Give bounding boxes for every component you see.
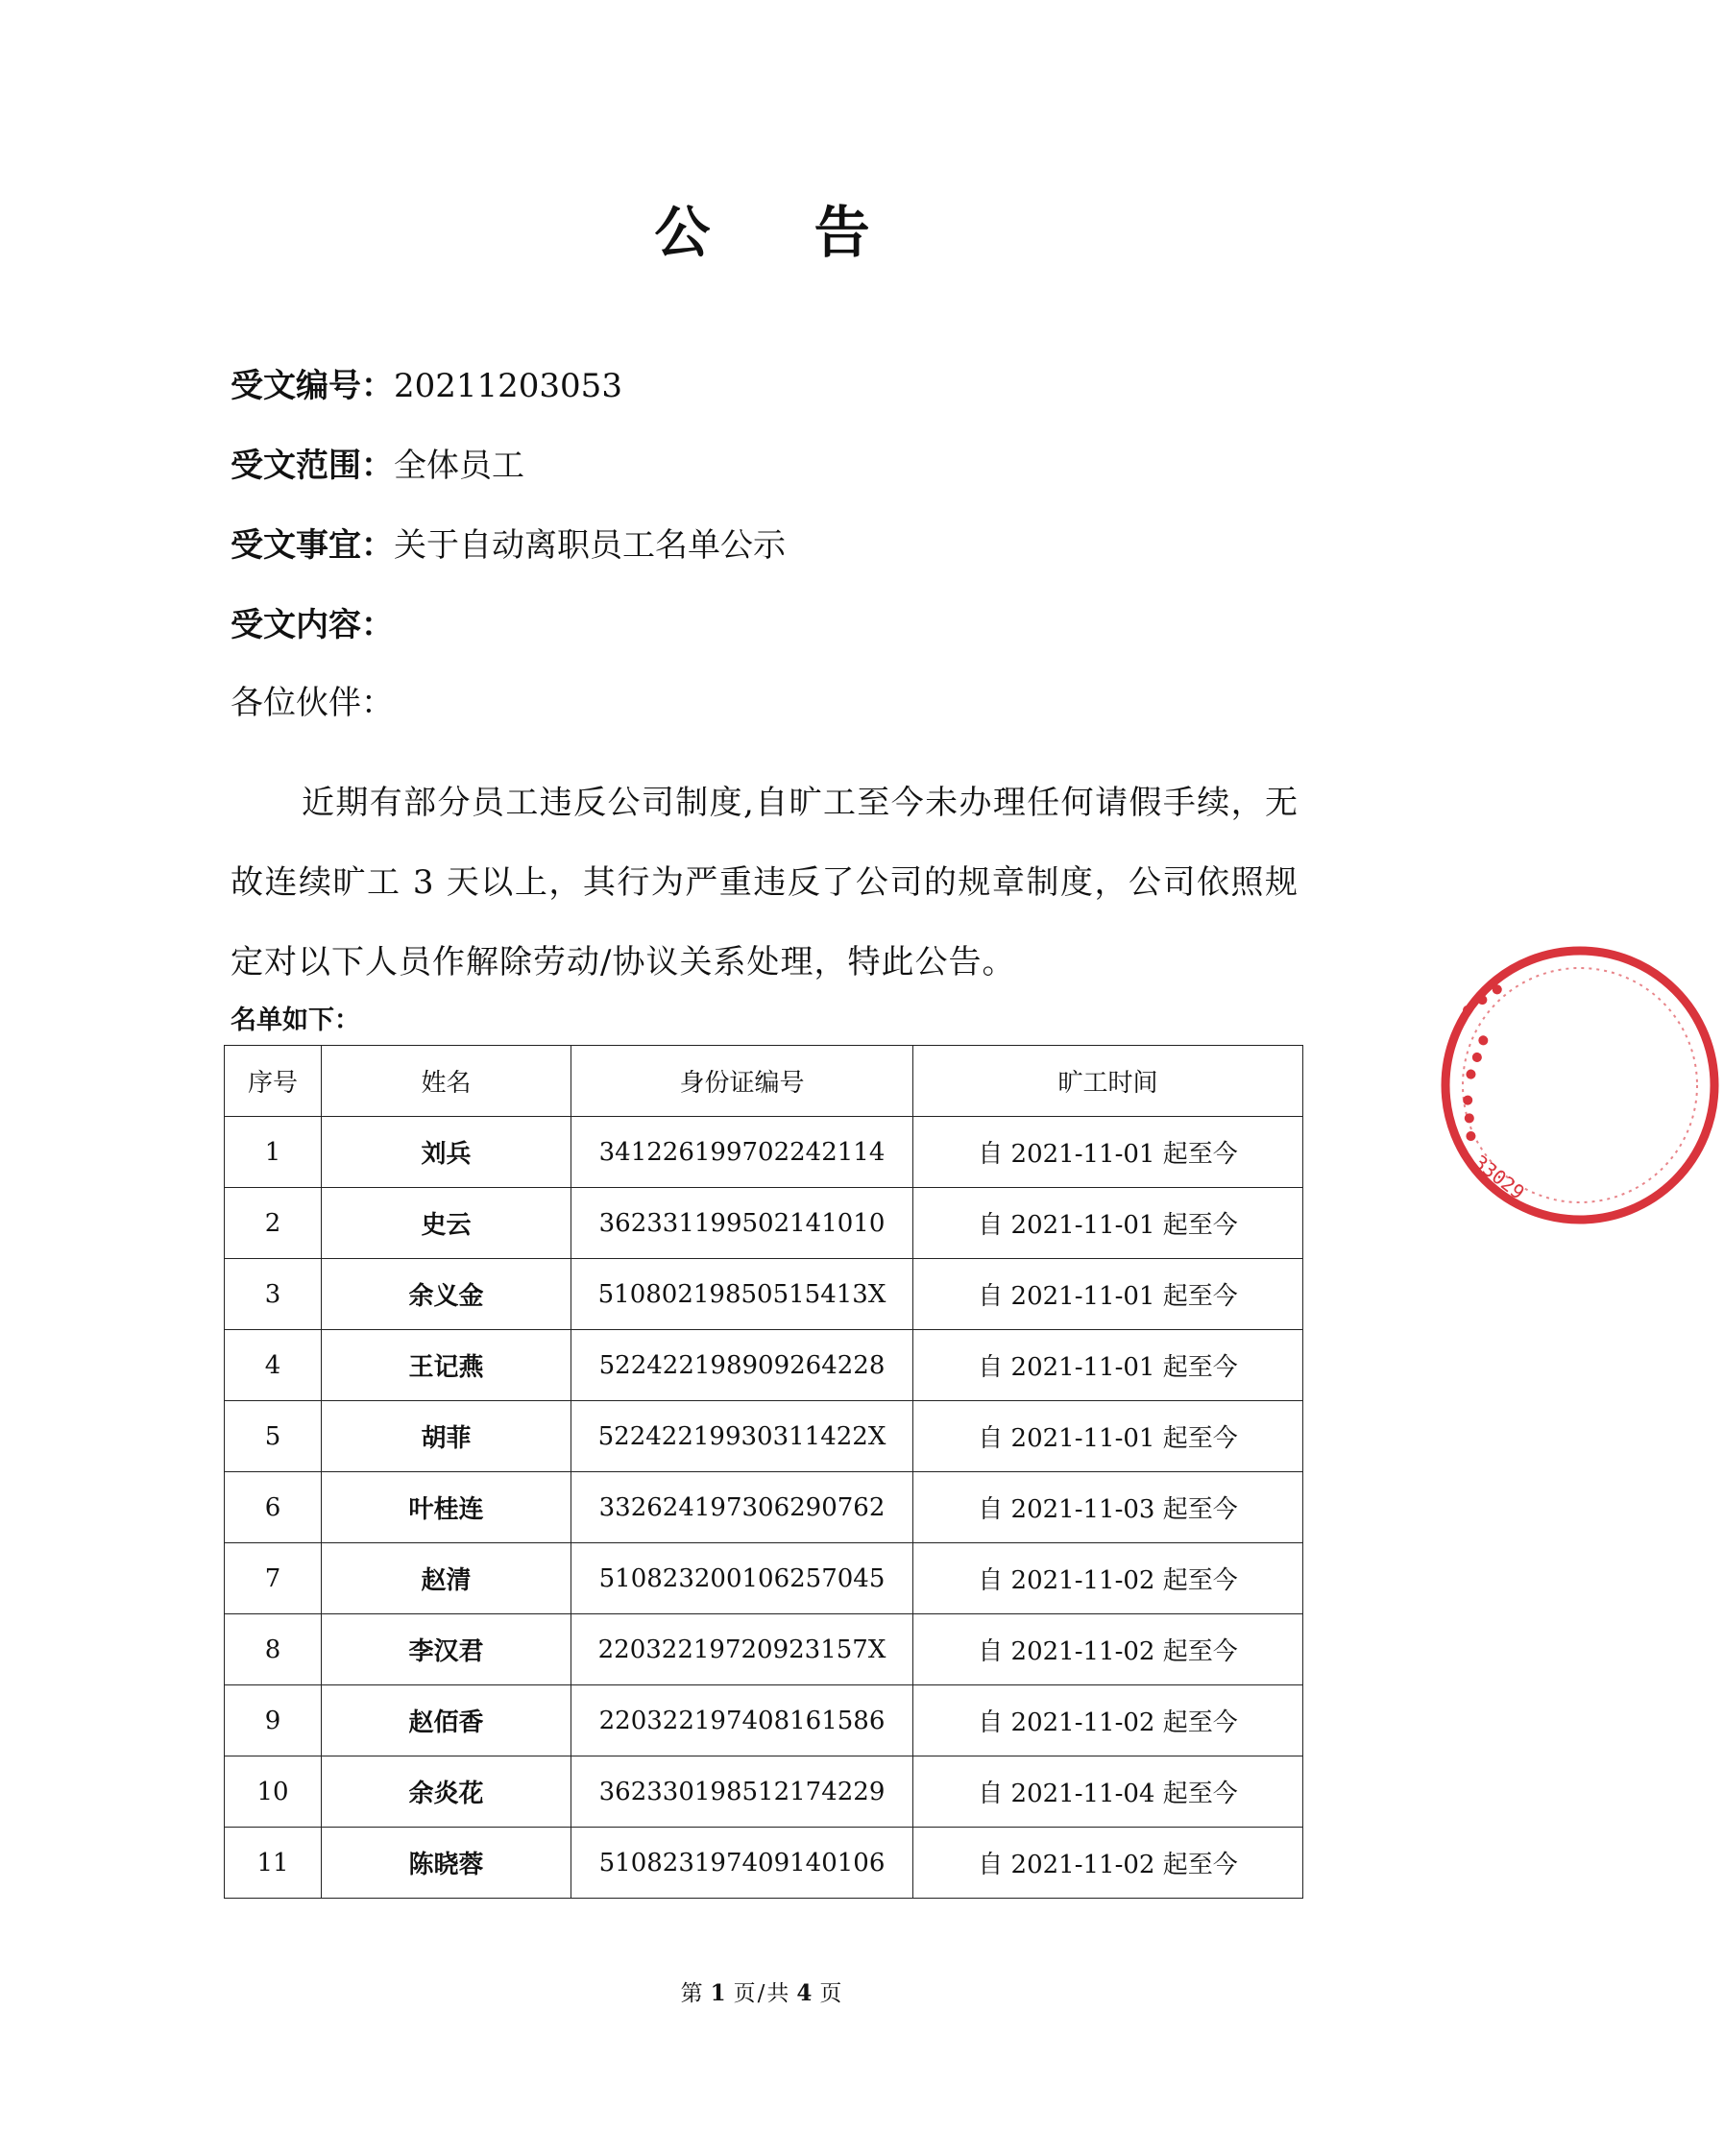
page-suffix: 页 (819, 1981, 844, 2006)
cell-name: 陈晓蓉 (322, 1828, 571, 1899)
table-row (225, 1259, 1303, 1330)
seal-char: ... (1421, 1089, 1489, 1150)
cell-id-number: 522422198909264228 (571, 1330, 913, 1401)
cell-number: 9 (225, 1685, 322, 1756)
cell-absence-time: 自 2021-11-01 起至今 (913, 1117, 1303, 1188)
cell-number: 1 (225, 1117, 322, 1188)
field-document-number (231, 365, 622, 407)
cell-id-number: 510823200106257045 (571, 1543, 913, 1614)
notice-title: 公 告 (654, 200, 912, 265)
field-separator: ： (361, 606, 394, 644)
cell-name: 余义金 (322, 1259, 571, 1330)
table-row (225, 1828, 1303, 1899)
cell-name: 史云 (322, 1188, 571, 1259)
cell-name: 赵清 (322, 1543, 571, 1614)
cell-number: 7 (225, 1543, 322, 1614)
seal-number: 33029 (1469, 1150, 1529, 1204)
table-row (225, 1472, 1303, 1543)
field-scope (231, 445, 524, 487)
current-page-number: 1 (710, 1980, 728, 2006)
cell-absence-time: 自 2021-11-01 起至今 (913, 1401, 1303, 1472)
cell-name: 李汉君 (322, 1614, 571, 1685)
cell-number: 8 (225, 1614, 322, 1685)
cell-absence-time: 自 2021-11-04 起至今 (913, 1756, 1303, 1828)
field-content (231, 604, 394, 646)
field-subject (231, 524, 786, 567)
table-row (225, 1117, 1303, 1188)
field-separator: ： (361, 367, 394, 405)
cell-id-number: 52242219930311422X (571, 1401, 913, 1472)
column-header-absence: 旷工时间 (913, 1046, 1303, 1117)
field-label: 受文范围 (231, 447, 361, 485)
cell-name: 赵佰香 (322, 1685, 571, 1756)
cell-number: 10 (225, 1756, 322, 1828)
cell-name: 叶桂连 (322, 1472, 571, 1543)
cell-absence-time: 自 2021-11-01 起至今 (913, 1188, 1303, 1259)
cell-number: 4 (225, 1330, 322, 1401)
body-paragraph: 近期有部分员工违反公司制度,自旷工至今未办理任何请假手续，无故连续旷工 3 天以上，其行为严重违反了公司的规章制度，公司依照规定对以下人员作解除劳动/协议关系处理，特此公告。 (231, 784, 1299, 981)
total-page-number: 4 (796, 1980, 814, 2006)
seal-char: ... (1425, 1016, 1502, 1089)
field-label: 受文编号 (231, 367, 361, 405)
cell-number: 3 (225, 1259, 322, 1330)
page-prefix: 第 (680, 1981, 705, 2006)
cell-id-number: 220322197408161586 (571, 1685, 913, 1756)
cell-absence-time: 自 2021-11-03 起至今 (913, 1472, 1303, 1543)
cell-absence-time: 自 2021-11-02 起至今 (913, 1828, 1303, 1899)
field-value: 关于自动离职员工名单公示 (394, 526, 786, 565)
field-label: 受文内容 (231, 606, 361, 644)
field-separator: ： (361, 526, 394, 565)
table-row (225, 1756, 1303, 1828)
table-row (225, 1401, 1303, 1472)
page-mid: 页/共 (733, 1981, 791, 2006)
cell-number: 11 (225, 1828, 322, 1899)
cell-name: 刘兵 (322, 1117, 571, 1188)
table-header-row (225, 1046, 1303, 1117)
cell-id-number: 362330198512174229 (571, 1756, 913, 1828)
table-row (225, 1685, 1303, 1756)
cell-absence-time: 自 2021-11-01 起至今 (913, 1259, 1303, 1330)
field-separator: ： (361, 447, 394, 485)
cell-number: 6 (225, 1472, 322, 1543)
field-value: 全体员工 (394, 447, 524, 485)
cell-number: 2 (225, 1188, 322, 1259)
cell-id-number: 332624197306290762 (571, 1472, 913, 1543)
cell-name: 王记燕 (322, 1330, 571, 1401)
company-seal (1421, 941, 1724, 1229)
cell-number: 5 (225, 1401, 322, 1472)
list-title: 名单如下： (231, 1005, 360, 1035)
table-row (225, 1543, 1303, 1614)
greeting: 各位伙伴： (231, 684, 394, 722)
cell-absence-time: 自 2021-11-02 起至今 (913, 1685, 1303, 1756)
table-row (225, 1188, 1303, 1259)
cell-id-number: 362331199502141010 (571, 1188, 913, 1259)
column-header-number: 序号 (225, 1046, 322, 1117)
table-row (225, 1614, 1303, 1685)
cell-id-number: 22032219720923157X (571, 1614, 913, 1685)
cell-absence-time: 自 2021-11-02 起至今 (913, 1543, 1303, 1614)
seal-char: ... (1434, 947, 1515, 1030)
cell-absence-time: 自 2021-11-02 起至今 (913, 1614, 1303, 1685)
column-header-name: 姓名 (322, 1046, 571, 1117)
cell-name: 余炎花 (322, 1756, 571, 1828)
cell-absence-time: 自 2021-11-01 起至今 (913, 1330, 1303, 1401)
cell-id-number: 510823197409140106 (571, 1828, 913, 1899)
cell-id-number: 341226199702242114 (571, 1117, 913, 1188)
roster-table (224, 1045, 1303, 1899)
field-value: 20211203053 (394, 367, 622, 405)
field-label: 受文事宜 (231, 526, 361, 565)
table-row (225, 1330, 1303, 1401)
cell-id-number: 51080219850515413X (571, 1259, 913, 1330)
cell-name: 胡菲 (322, 1401, 571, 1472)
page-footer (0, 1975, 1524, 2007)
column-header-id: 身份证编号 (571, 1046, 913, 1117)
